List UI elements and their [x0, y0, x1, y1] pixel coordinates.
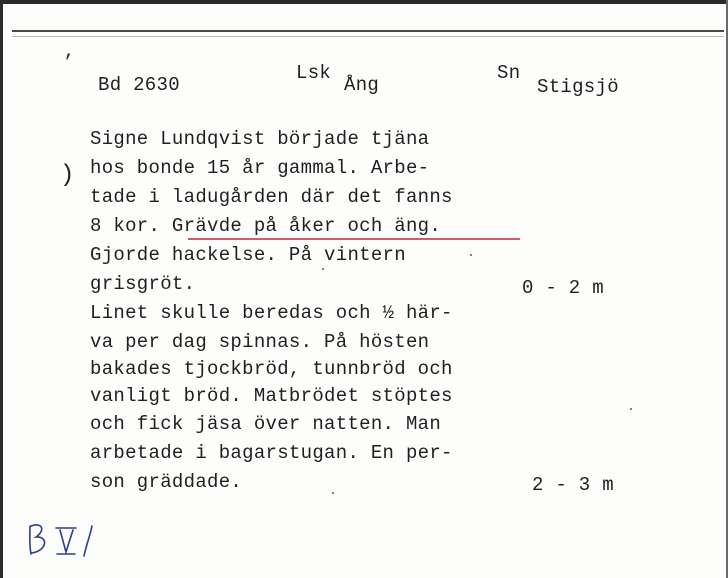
text-line: Gjorde hackelse. På vintern — [90, 244, 406, 266]
paper-speck — [322, 268, 324, 270]
margin-tick-mark: , — [64, 42, 75, 62]
landskap-label: Lsk — [296, 62, 332, 84]
landskap-value: Ång — [344, 74, 380, 96]
card-left-edge — [0, 0, 3, 578]
header-rule-secondary — [12, 36, 724, 37]
text-line: och fick jäsa över natten. Man — [90, 413, 442, 435]
red-underline-mark — [188, 238, 520, 240]
text-line: hos bonde 15 år gammal. Arbe- — [90, 157, 430, 179]
record-code: Bd 2630 — [98, 74, 180, 96]
socken-value: Stigsjö — [537, 76, 619, 98]
text-line: va per dag spinnas. På hösten — [90, 331, 430, 353]
text-line: tade i ladugården där det fanns — [90, 186, 453, 208]
paper-speck — [630, 408, 632, 410]
header-rule — [12, 30, 724, 32]
text-line: son gräddade. — [90, 471, 243, 493]
text-line: Signe Lundqvist började tjäna — [90, 128, 430, 150]
text-line: Linet skulle beredas och ½ här- — [90, 302, 453, 324]
paper-speck — [332, 492, 334, 494]
signature-drawing — [26, 520, 116, 560]
card-top-edge — [0, 0, 728, 4]
socken-label: Sn — [497, 62, 521, 84]
text-line: bakades tjockbröd, tunnbröd och — [90, 358, 453, 380]
margin-bracket-mark: ) — [60, 162, 75, 189]
paper-speck — [470, 254, 472, 256]
text-line: vanligt bröd. Matbrödet stöptes — [90, 385, 453, 407]
text-line: grisgröt. — [90, 273, 196, 295]
handwritten-signature — [26, 520, 116, 565]
text-line: arbetade i bagarstugan. En per- — [90, 442, 453, 464]
amount-second: 2 - 3 m — [532, 474, 614, 496]
text-line: 8 kor. Grävde på åker och äng. — [90, 215, 442, 237]
amount-first: 0 - 2 m — [522, 277, 604, 299]
